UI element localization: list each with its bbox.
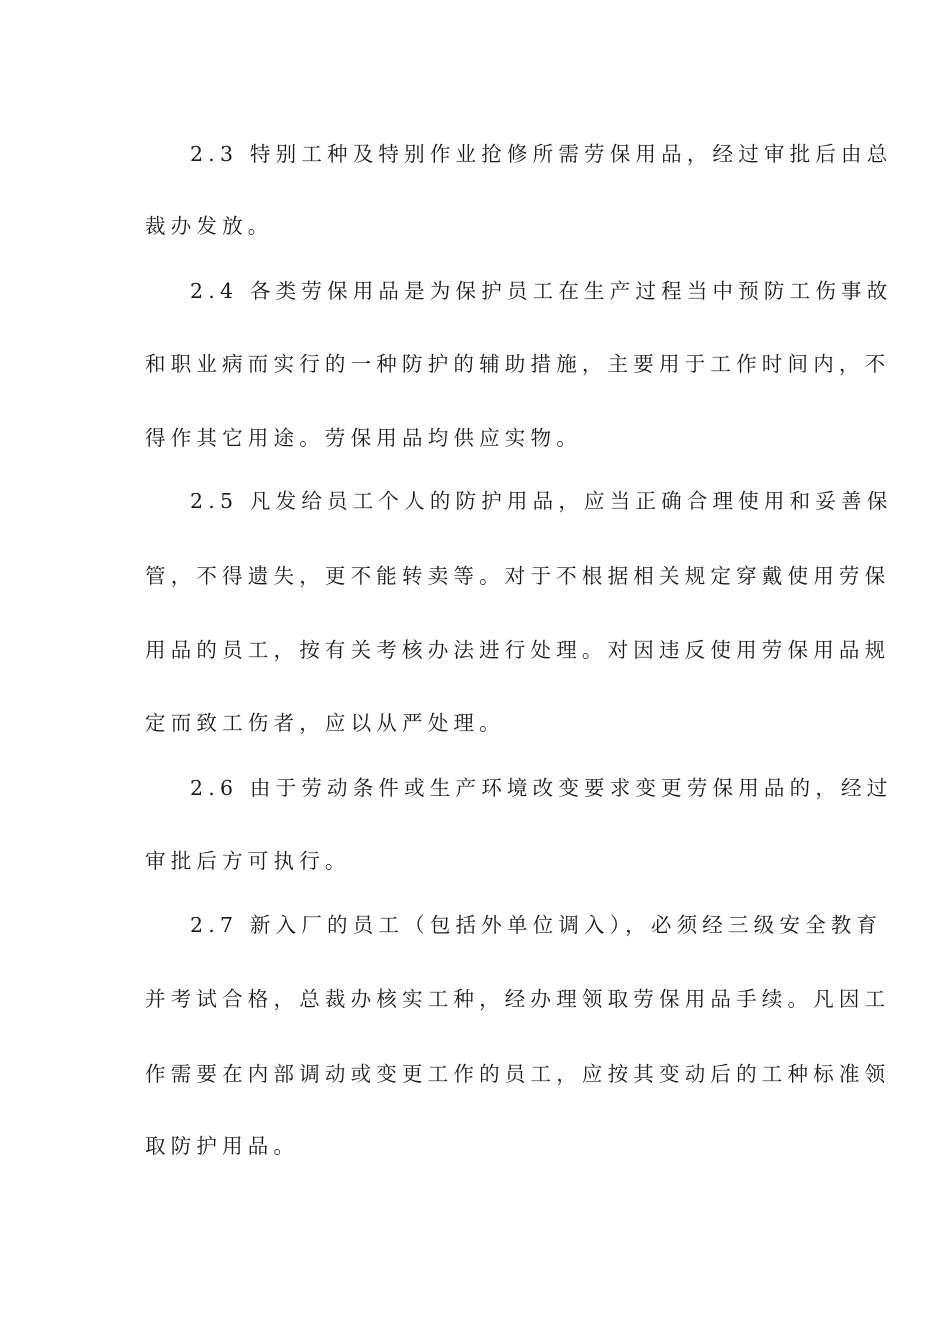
paragraph-2-3-line-2: 裁办发放。 bbox=[145, 214, 274, 238]
paragraph-2-4-line-1: 2.4 各类劳保用品是为保护员工在生产过程当中预防工伤事故 bbox=[190, 279, 893, 303]
paragraph-2-5-line-2: 管，不得遗失，更不能转卖等。对于不根据相关规定穿戴使用劳保 bbox=[145, 564, 891, 588]
paragraph-2-4-line-2: 和职业病而实行的一种防护的辅助措施，主要用于工作时间内，不 bbox=[145, 352, 891, 376]
paragraph-2-4-line-3: 得作其它用途。劳保用品均供应实物。 bbox=[145, 426, 582, 450]
paragraph-2-5-line-4: 定而致工伤者，应以从严处理。 bbox=[145, 711, 505, 735]
paragraph-2-7-line-3: 作需要在内部调动或变更工作的员工，应按其变动后的工种标准领 bbox=[145, 1062, 891, 1086]
paragraph-2-7-line-2: 并考试合格，总裁办核实工种，经办理领取劳保用品手续。凡因工 bbox=[145, 987, 891, 1011]
paragraph-2-3-line-1: 2.3 特别工种及特别作业抢修所需劳保用品，经过审批后由总 bbox=[190, 142, 893, 166]
paragraph-2-7-line-4: 取防护用品。 bbox=[145, 1134, 300, 1158]
paragraph-2-6-line-1: 2.6 由于劳动条件或生产环境改变要求变更劳保用品的，经过 bbox=[190, 776, 893, 800]
paragraph-2-5-line-1: 2.5 凡发给员工个人的防护用品，应当正确合理使用和妥善保 bbox=[190, 489, 893, 513]
paragraph-2-7-line-1: 2.7 新入厂的员工（包括外单位调入），必须经三级安全教育 bbox=[190, 913, 883, 937]
paragraph-2-5-line-3: 用品的员工，按有关考核办法进行处理。对因违反使用劳保用品规 bbox=[145, 638, 891, 662]
paragraph-2-6-line-2: 审批后方可执行。 bbox=[145, 849, 351, 873]
